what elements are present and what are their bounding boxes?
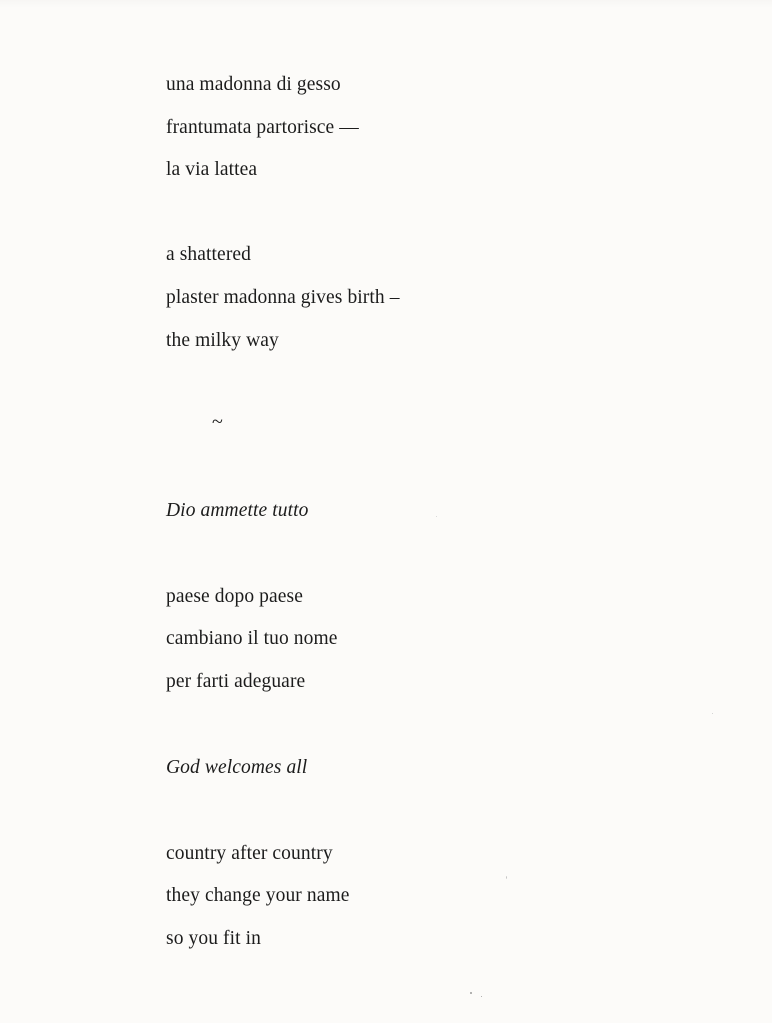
paper-speck [712,713,713,714]
poem2-italian-title: Dio ammette tutto [166,500,309,521]
section-separator: ~ [212,411,223,433]
paper-speck [506,876,507,879]
poem1-english-line-2: plaster madonna gives birth – [166,287,400,308]
poem2-english-line-2: they change your name [166,885,350,906]
paper-speck [436,516,437,517]
paper-speck [481,996,482,997]
poem2-english-line-1: country after country [166,843,333,864]
poem1-italian-line-1: una madonna di gesso [166,74,341,95]
paper-speck [470,992,472,994]
poem1-english-line-3: the milky way [166,330,279,351]
poem2-italian-line-2: cambiano il tuo nome [166,628,338,649]
poem1-italian-line-3: la via lattea [166,159,258,180]
poem2-italian-line-3: per farti adeguare [166,671,306,692]
poem2-english-title: God welcomes all [166,757,308,778]
poem1-italian-line-2: frantumata partorisce — [166,117,359,138]
poem2-italian-line-1: paese dopo paese [166,586,303,607]
poem2-english-line-3: so you fit in [166,928,262,949]
poem1-english-line-1: a shattered [166,244,252,265]
